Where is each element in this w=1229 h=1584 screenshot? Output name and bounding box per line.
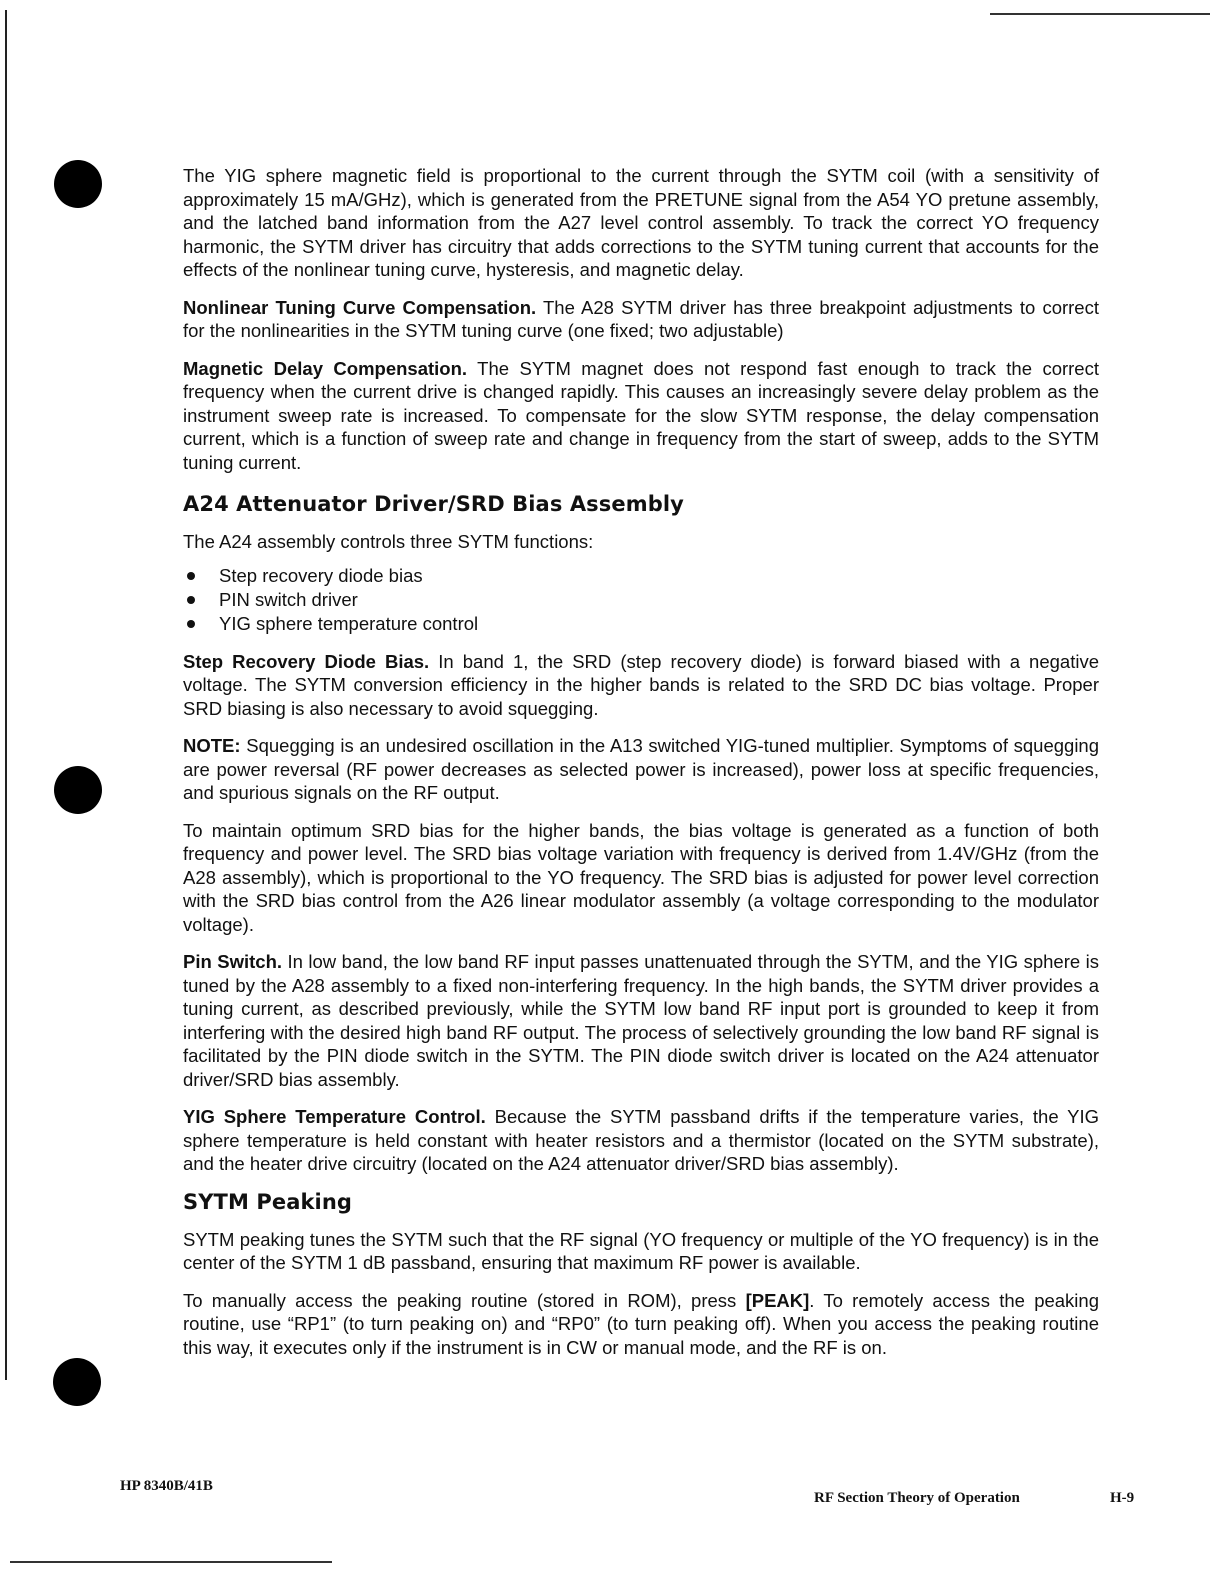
magnetic-text: The SYTM magnet does not respond fast enough to track the correct frequency when the current drive is changed rapidly. This causes an increasingly severe delay problem as the instrument sweep rate is increased. To compensate for the slow SYTM response, the delay compensation current, which is a function of sweep rate and change in frequency from the start of sweep, adds to the SYTM tuning current.: [183, 357, 1099, 473]
srd-bias-paragraph: To maintain optimum SRD bias for the higher bands, the bias voltage is generated as a function of both frequency and power level. The SRD bias voltage variation with frequency is derived from 1.4V/GHz (from the A28 assembly), which is proportional to the YO frequency. The SRD bias is adjusted for power level correction with the SRD bias control from the A26 linear modulator assembly (a voltage corresponding to the modulator voltage).: [183, 819, 1099, 935]
magnetic-lead: Magnetic Delay Compensation.: [183, 357, 468, 379]
note-text: Squegging is an undesired oscillation in the A13 switched YIG-tuned multiplier. Symptoms of squegging are power reversal (RF power decreases as selected power is increased), power loss at specific frequencies, and spurious signals on the RF output.: [183, 735, 1100, 803]
peak-key: [PEAK]: [745, 1289, 810, 1311]
list-item: PIN switch driver: [183, 588, 1099, 612]
page-body: [183, 164, 1099, 1373]
footer-model: HP 8340B/41B: [120, 1478, 213, 1494]
yig-lead: YIG Sphere Temperature Control.: [183, 1106, 486, 1127]
magnetic-paragraph: [183, 357, 1099, 475]
note-paragraph: [183, 734, 1099, 805]
footer-page-number: H-9: [1110, 1490, 1135, 1506]
punch-hole: [53, 1358, 101, 1406]
pin-paragraph: [183, 950, 1099, 1091]
list-item: YIG sphere temperature control: [183, 612, 1099, 636]
pin-text: In low band, the low band RF input passes unattenuated through the SYTM, and the YIG sphere is tuned by the A28 assembly to a fixed non-interfering frequency. In the high bands, the SYTM driver provides a tuning current, as described previously, while the SYTM low band RF input port is grounded to keep it from interfering with the desired high band RF output. The process of selectively grounding the low band RF signal is facilitated by the PIN diode switch in the SYTM. The PIN diode switch driver is located on the A24 attenuator driver/SRD bias assembly.: [183, 951, 1099, 1090]
section-heading-peaking: SYTM Peaking: [183, 1189, 353, 1214]
intro-paragraph: The YIG sphere magnetic field is proportional to the current through the SYTM coil (with a sensitivity of approximately 15 mA/GHz), which is generated from the PRETUNE signal from the A54 YO pretune assembly, and the latched band information from the A27 level control assembly. To track the correct YO frequency harmonic, the SYTM driver has circuitry that adds corrections to the SYTM tuning current that accounts for the effects of the nonlinear tuning curve, hysteresis, and magnetic delay.: [183, 165, 1099, 280]
nonlinear-text: The A28 SYTM driver has three breakpoint adjustments to correct for the nonlinearities in the SYTM tuning curve (one fixed; two adjustable): [183, 296, 1099, 341]
yig-text: Because the SYTM passband drifts if the temperature varies, the YIG sphere temperature is held constant with heater resistors and a thermistor (located on the SYTM substrate), and the heater drive circuitry (located on the A24 attenuator driver/SRD bias assembly).: [183, 1106, 1100, 1174]
punch-hole: [54, 766, 102, 814]
punch-hole: [54, 160, 102, 208]
note-lead: NOTE:: [183, 735, 241, 756]
nonlinear-lead: Nonlinear Tuning Curve Compensation.: [183, 296, 537, 318]
srd-lead: Step Recovery Diode Bias.: [183, 650, 430, 672]
access-text-after: . To remotely access the peaking routine, use “RP1” (to turn peaking on) and “RP0” (to turn peaking off). When you access the peaking routine this way, it executes only if the instrument is in CW or manual mode, and the RF is on.: [183, 1289, 1099, 1358]
a24-function-list: [183, 564, 1099, 636]
a24-intro: The A24 assembly controls three SYTM functions:: [183, 531, 594, 552]
pin-lead: Pin Switch.: [183, 951, 283, 972]
peaking-paragraph: SYTM peaking tunes the SYTM such that the RF signal (YO frequency or multiple of the YO frequency) is in the center of the SYTM 1 dB passband, ensuring that maximum RF power is available.: [183, 1228, 1099, 1273]
top-rule: [990, 13, 1210, 15]
srd-paragraph: [183, 650, 1099, 721]
left-margin-rule: [5, 10, 7, 1380]
nonlinear-paragraph: [183, 296, 1099, 343]
access-paragraph: [183, 1289, 1099, 1360]
footer-section-title: RF Section Theory of Operation: [814, 1490, 1020, 1506]
srd-text: In band 1, the SRD (step recovery diode) is forward biased with a negative voltage. The SYTM conversion efficiency in the higher bands is related to the SRD DC bias voltage. Proper SRD biasing is also necessary to avoid squegging.: [183, 650, 1100, 719]
list-item: Step recovery diode bias: [183, 564, 1099, 588]
yig-paragraph: [183, 1105, 1099, 1176]
bottom-rule: [10, 1561, 332, 1563]
access-text-before: To manually access the peaking routine (stored in ROM), press: [183, 1289, 737, 1311]
section-heading-a24: A24 Attenuator Driver/SRD Bias Assembly: [183, 492, 684, 516]
